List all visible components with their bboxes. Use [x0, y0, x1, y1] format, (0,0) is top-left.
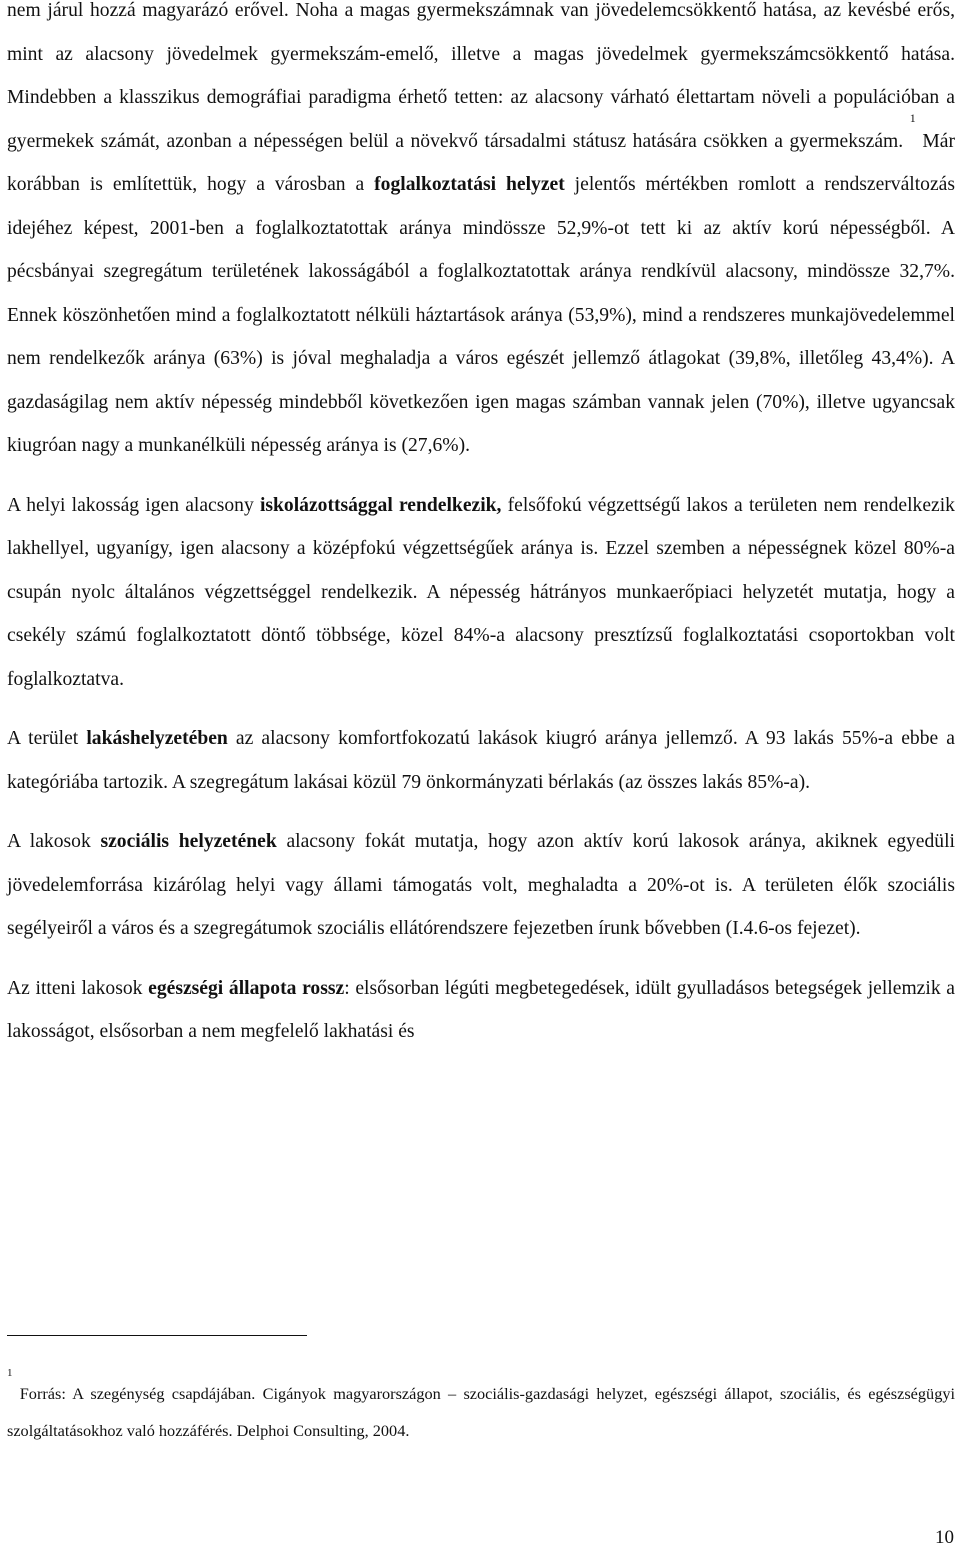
paragraph-gap [7, 951, 955, 967]
text-run: nem járul hozzá magyarázó erővel. Noha a magas gyermekszámnak van jövedelemcsökkentő hatása, az kevésbé erős, mint az alacsony jövedelmek gyermekszám-emelő, illetve a magas jövedelmek gyermekszámcsökkentő hatása. Mindebben a klasszikus demográfiai paradigma érhető tetten: az alacsony várható élettartam növeli a populációban a gyermekek számát, azonban a népességen belül a növekvő társadalmi státusz hatására csökken a gyermekszám. [7, 0, 955, 152]
bold-term: egészségi állapota rossz [148, 977, 345, 999]
text-run: A lakosok [7, 831, 101, 852]
footnote-reference[interactable]: 1 [909, 110, 916, 125]
text-run: alacsony fokát mutatja, hogy azon aktív korú lakosok aránya, akiknek egyedüli jövedelemforrása kizárólag helyi vagy állami támogatás volt, meghaladta a 20%-ot is. A területen élők szociális segélyeiről a város és a szegregátumok szociális ellátórendszere fejezetben írunk bővebben (I.4.6-os fejezet). [7, 831, 955, 939]
bold-term: szociális helyzetének [100, 831, 277, 852]
bold-term: lakáshelyzetében [86, 728, 228, 749]
text-run: A terület [7, 728, 87, 749]
paragraph-education [7, 484, 955, 702]
footnote-text: Forrás: A szegénység csapdájában. Cigányok magyarországon – szociális-gazdasági helyzet, egészségi állapot, szociális, és egészségügyi szolgáltatásokhoz való hozzáférés. Delphoi Consulting, 2004. [7, 1384, 955, 1440]
paragraph-gap [7, 468, 955, 484]
paragraph-housing [7, 717, 955, 804]
paragraph-health [7, 967, 955, 1054]
paragraph-social [7, 820, 955, 951]
footnote-marker: 1 [7, 1367, 13, 1379]
text-run: az alacsony komfortfokozatú lakások kiugró aránya jellemző. A 93 lakás 55%-a ebbe a kategóriába tartozik. A szegregátum lakásai közül 79 önkormányzati bérlakás (az összes lakás 85%-a). [7, 728, 955, 793]
text-run: Az itteni lakosok [7, 977, 149, 999]
text-run: Már korábban is említettük, hogy a városban a [7, 130, 955, 195]
page-number: 10 [935, 1527, 954, 1548]
paragraph-gap [7, 701, 955, 717]
bold-term: foglalkoztatási helyzet [374, 174, 565, 195]
footnote [7, 1367, 955, 1449]
paragraph-gap [7, 804, 955, 820]
text-run: jelentős mértékben romlott a rendszerváltozás idejéhez képest, 2001-ben a foglalkoztatottak aránya mindössze 52,9%-ot tett ki az aktív korú népességből. A pécsbányai szegregátum területének lakosságából a foglalkoztatottak aránya rendkívül alacsony, mindössze 32,7%. Ennek köszönhetően mind a foglalkoztatott nélküli háztartások aránya (53,9%), mind a rendszeres munkajövedelemmel nem rendelkezők aránya (63%) is jóval meghaladja a város egészét jellemző átlagokat (39,8%, illetőleg 43,4%). A gazdaságilag nem aktív népesség mindebből következően igen magas számban vannak jelen (70%), illetve ugyancsak kiugróan nagy a munkanélküli népesség aránya is (27,6%). [7, 174, 955, 456]
footnote-separator [7, 1335, 307, 1336]
page-body [7, 0, 955, 1054]
text-run: : elsősorban légúti megbetegedések, idült gyulladásos betegségek jellemzik a lakosságot, elsősorban a nem megfelelő lakhatási és [7, 977, 956, 1042]
bold-term: iskolázottsággal rendelkezik, [259, 494, 502, 516]
text-run: A helyi lakosság igen alacsony [7, 494, 260, 516]
paragraph-demography [7, 0, 955, 468]
text-run: felsőfokú végzettségű lakos a területen nem rendelkezik lakhellyel, ugyanígy, igen alacsony a középfokú végzettségűek aránya is. Ezzel szemben a népességnek közel 80%-a csupán nyolc általános végzettséggel rendelkezik. A népesség hátrányos munkaerőpiaci helyzetét mutatja, hogy a csekély számú foglalkoztatott döntő többsége, közel 84%-a alacsony presztízsű foglalkoztatási csoportokban volt foglalkoztatva. [7, 494, 955, 690]
